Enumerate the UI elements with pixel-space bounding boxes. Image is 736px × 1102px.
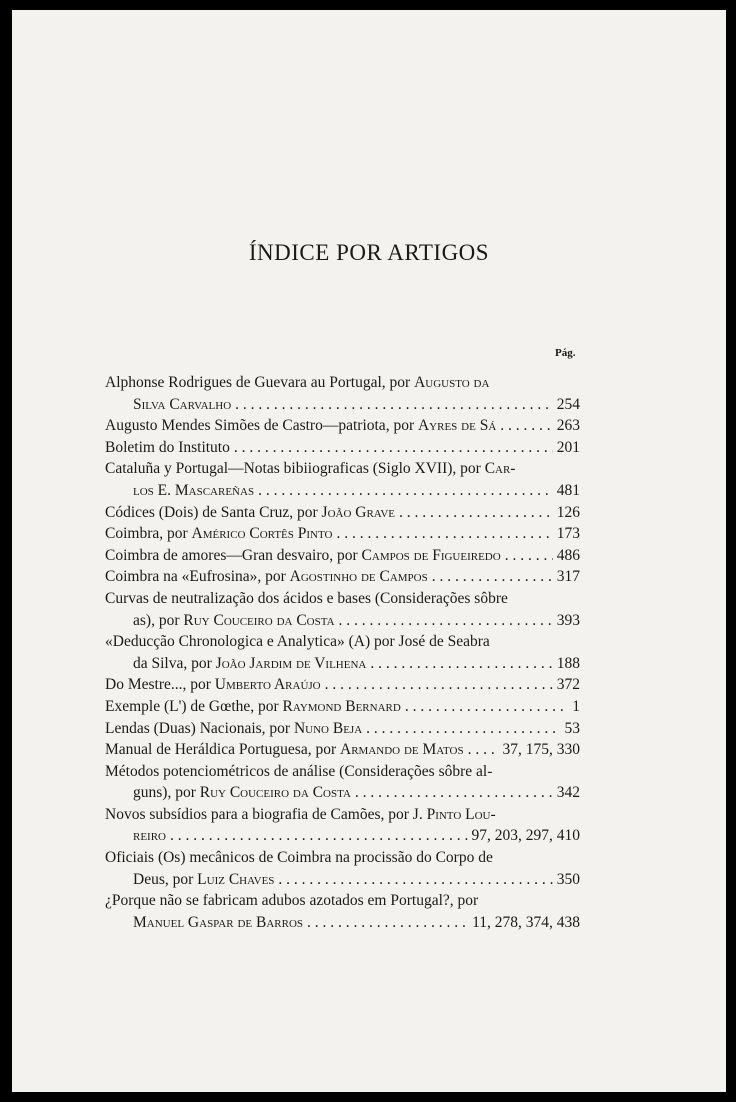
entry-text (105, 761, 492, 783)
dot-leader (355, 782, 553, 804)
entry-author: Agostinho de Campos (289, 568, 428, 586)
entry-line (105, 718, 580, 740)
entry-line (105, 566, 580, 588)
dot-leader (366, 718, 560, 740)
index-entry (105, 588, 580, 631)
index-entry (105, 545, 580, 567)
page-column-label: Pág. (555, 347, 576, 359)
entry-continuation-line (105, 782, 580, 804)
dot-leader (505, 545, 553, 567)
entry-author: Umberto Araújo (214, 676, 321, 694)
entry-title: Curvas de neutralização dos ácidos e bases (Considerações sôbre (105, 589, 508, 607)
entry-line (105, 739, 580, 761)
entry-text (105, 372, 489, 394)
dot-leader (370, 653, 552, 675)
page-number: 53 (564, 719, 580, 737)
entry-line (105, 847, 580, 869)
entry-title: Deus, por (133, 870, 198, 888)
page-number: 342 (556, 784, 580, 802)
index-entry (105, 890, 580, 933)
entry-text (105, 437, 230, 459)
entry-author: João Jardim de Vilhena (215, 654, 367, 672)
entry-author: Ruy Couceiro da Costa (183, 611, 335, 629)
page-number: 263 (556, 417, 580, 435)
table-of-contents (105, 372, 580, 933)
entry-title: Lendas (Duas) Nacionais, por (105, 719, 294, 737)
entry-text (133, 653, 366, 675)
entry-text (105, 458, 515, 480)
entry-title: as), por (133, 611, 184, 629)
page-number: 486 (556, 546, 580, 564)
entry-title: da Silva, por (133, 654, 216, 672)
index-entry (105, 804, 580, 847)
index-entry (105, 415, 580, 437)
entry-title: Exemple (L') de Gœthe, por (105, 697, 283, 715)
entry-title: Augusto Mendes Simões de Castro—patriota, por (105, 417, 418, 435)
page-number: 317 (556, 568, 580, 586)
dot-leader (325, 674, 553, 696)
index-entry (105, 674, 580, 696)
page-number: 97, 203, 297, 410 (471, 827, 580, 845)
page-number: 1 (572, 697, 580, 715)
entry-title: «Deducção Chronologica e Analytica» (A) por José de Seabra (105, 633, 490, 651)
entry-line (105, 890, 580, 912)
dot-leader (258, 480, 553, 502)
index-entry (105, 566, 580, 588)
index-entry (105, 631, 580, 674)
entry-title: Cataluña y Portugal—Notas bibiiograficas (Siglo XVII), por (105, 460, 485, 478)
entry-author: Luiz Chaves (197, 870, 275, 888)
dot-leader (234, 437, 553, 459)
dot-leader (468, 739, 499, 761)
dot-leader (170, 825, 468, 847)
entry-author: J. Pinto Lou- (412, 805, 496, 823)
entry-title: Coimbra de amores—Gran desvairo, por (105, 546, 362, 564)
index-entry (105, 718, 580, 740)
entry-author: Américo Cortês Pinto (191, 525, 333, 543)
entry-text (105, 739, 464, 761)
entry-line (105, 674, 580, 696)
entry-text (105, 502, 395, 524)
dot-leader (405, 696, 568, 718)
entry-line (105, 458, 580, 480)
entry-text (133, 869, 274, 891)
entry-line (105, 696, 580, 718)
entry-line (105, 804, 580, 826)
entry-title: Oficiais (Os) mecânicos de Coimbra na procissão do Corpo de (105, 849, 493, 867)
entry-title: Códices (Dois) de Santa Cruz, por (105, 503, 322, 521)
index-entry (105, 761, 580, 804)
entry-author: Raymond Bernard (282, 697, 401, 715)
entry-continuation-line (105, 480, 580, 502)
index-entry (105, 437, 580, 459)
entry-author: los E. Mascareñas (133, 481, 255, 499)
index-entry (105, 847, 580, 890)
entry-line (105, 437, 580, 459)
entry-title: Boletim do Instituto (105, 438, 230, 456)
page-title: ÍNDICE POR ARTIGOS (248, 240, 490, 265)
page-number: 372 (556, 676, 580, 694)
dot-leader (339, 610, 553, 632)
entry-text (133, 610, 335, 632)
entry-author: Ayres de Sá (417, 417, 497, 435)
entry-line (105, 588, 580, 610)
entry-title: Manual de Heráldica Portuguesa, por (105, 741, 341, 759)
entry-text (133, 480, 254, 502)
entry-title: Coimbra na «Eufrosina», por (105, 568, 290, 586)
index-entry (105, 458, 580, 501)
index-entry (105, 372, 580, 415)
entry-author: reiro (133, 827, 166, 845)
index-page (12, 10, 726, 1092)
dot-leader (500, 415, 552, 437)
page-number: 393 (556, 611, 580, 629)
entry-author: João Grave (321, 503, 395, 521)
entry-author: Silva Carvalho (133, 395, 232, 413)
entry-text (105, 674, 321, 696)
entry-text (105, 415, 496, 437)
entry-line (105, 523, 580, 545)
page-number: 126 (556, 503, 580, 521)
entry-line (105, 502, 580, 524)
page-number: 37, 175, 330 (502, 741, 580, 759)
entry-title: Métodos potenciométricos de análise (Considerações sôbre al- (105, 762, 493, 780)
entry-author: Augusto da (414, 374, 490, 391)
entry-line (105, 545, 580, 567)
index-entry (105, 696, 580, 718)
page-number: 254 (556, 395, 580, 413)
entry-title: Novos subsídios para a biografia de Camões, por (105, 805, 413, 823)
entry-text (105, 566, 428, 588)
dot-leader (432, 566, 553, 588)
entry-text (105, 588, 508, 610)
entry-continuation-line (105, 825, 580, 847)
entry-text (105, 696, 401, 718)
entry-title: Alphonse Rodrigues de Guevara au Portugal, por (105, 374, 415, 391)
entry-text (133, 825, 166, 847)
dot-leader (307, 912, 468, 934)
entry-text (105, 523, 332, 545)
entry-continuation-line (105, 610, 580, 632)
entry-title: Do Mestre..., por (105, 676, 215, 694)
entry-continuation-line (105, 869, 580, 891)
page-number: 173 (556, 525, 580, 543)
entry-title: Coimbra, por (105, 525, 192, 543)
entry-continuation-line (105, 394, 580, 416)
entry-text (105, 847, 493, 869)
dot-leader (336, 523, 552, 545)
entry-continuation-line (105, 653, 580, 675)
entry-title: guns), por (133, 784, 200, 802)
entry-text (105, 718, 362, 740)
entry-text (133, 912, 303, 934)
entry-author: Car- (484, 460, 516, 478)
entry-text (105, 890, 478, 912)
index-entry (105, 502, 580, 524)
entry-author: Campos de Figueiredo (361, 546, 501, 564)
page-number: 188 (556, 654, 580, 672)
index-entry (105, 739, 580, 761)
entry-continuation-line (105, 912, 580, 934)
entry-line (105, 761, 580, 783)
dot-leader (399, 502, 553, 524)
entry-author: Armando de Matos (340, 741, 464, 759)
dot-leader (235, 394, 553, 416)
entry-line (105, 631, 580, 653)
page-number: 201 (556, 438, 580, 456)
page-number: 11, 278, 374, 438 (472, 913, 580, 931)
dot-leader (278, 869, 552, 891)
index-entry (105, 523, 580, 545)
entry-text (133, 394, 231, 416)
entry-line (105, 415, 580, 437)
entry-text (133, 782, 351, 804)
entry-author: Manuel Gaspar de Barros (133, 913, 304, 931)
entry-text (105, 631, 490, 653)
page-number: 481 (556, 481, 580, 499)
entry-text (105, 804, 496, 826)
entry-author: Ruy Couceiro da Costa (199, 784, 351, 802)
page-number: 350 (556, 870, 580, 888)
entry-title: ¿Porque não se fabricam adubos azotados em Portugal?, por (105, 892, 479, 910)
entry-line (105, 372, 580, 394)
entry-text (105, 545, 501, 567)
entry-author: Nuno Beja (293, 719, 363, 737)
